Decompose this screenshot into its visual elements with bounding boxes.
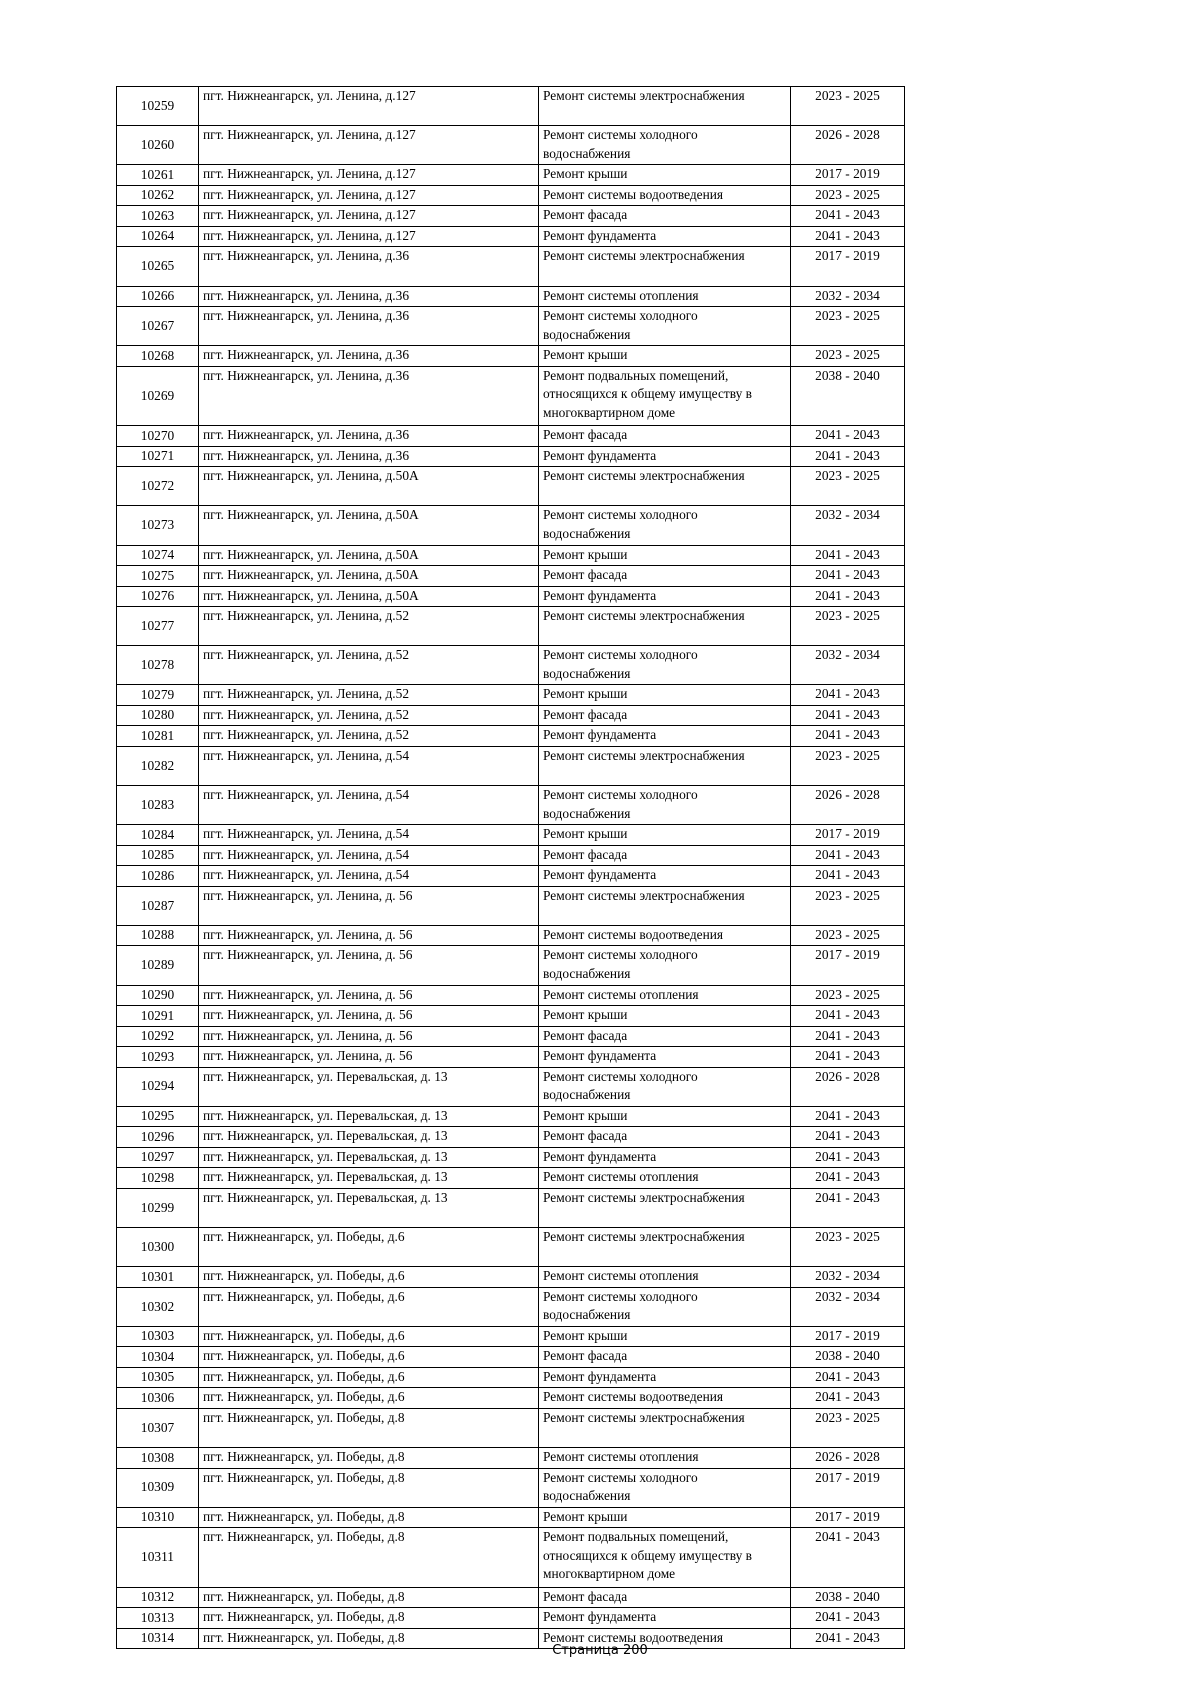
row-period-cell: 2032 - 2034	[791, 506, 905, 545]
row-work-type-cell: Ремонт системы холодного водоснабжения	[539, 786, 791, 825]
table-row	[117, 1608, 905, 1629]
page-number: Страница 200	[552, 1643, 648, 1658]
row-work-type-cell: Ремонт фасада	[539, 426, 791, 447]
row-work-type-cell: Ремонт фундамента	[539, 1367, 791, 1388]
table-row	[117, 825, 905, 846]
table-row	[117, 946, 905, 985]
row-id-cell: 10279	[117, 685, 199, 706]
table-row	[117, 985, 905, 1006]
row-work-type-cell: Ремонт фасада	[539, 1127, 791, 1148]
row-address-cell: пгт. Нижнеангарск, ул. Ленина, д.36	[199, 426, 539, 447]
row-work-type-cell: Ремонт крыши	[539, 165, 791, 186]
row-address-cell: пгт. Нижнеангарск, ул. Перевальская, д. 13	[199, 1147, 539, 1168]
row-address-cell: пгт. Нижнеангарск, ул. Ленина, д. 56	[199, 1047, 539, 1068]
row-id-cell: 10282	[117, 746, 199, 785]
document-table-container	[116, 86, 905, 1649]
row-period-cell: 2041 - 2043	[791, 226, 905, 247]
row-address-cell: пгт. Нижнеангарск, ул. Ленина, д.36	[199, 366, 539, 425]
row-work-type-cell: Ремонт системы водоотведения	[539, 925, 791, 946]
row-address-cell: пгт. Нижнеангарск, ул. Ленина, д. 56	[199, 886, 539, 925]
row-address-cell: пгт. Нижнеангарск, ул. Перевальская, д. 13	[199, 1106, 539, 1127]
row-period-cell: 2026 - 2028	[791, 126, 905, 165]
row-period-cell: 2023 - 2025	[791, 886, 905, 925]
table-row	[117, 685, 905, 706]
row-id-cell: 10277	[117, 607, 199, 646]
row-id-cell: 10287	[117, 886, 199, 925]
row-work-type-cell: Ремонт системы электроснабжения	[539, 746, 791, 785]
row-work-type-cell: Ремонт системы водоотведения	[539, 1628, 791, 1649]
row-work-type-cell: Ремонт подвальных помещений, относящихся к общему имуществу в многоквартирном доме	[539, 1528, 791, 1587]
row-period-cell: 2041 - 2043	[791, 1026, 905, 1047]
row-address-cell: пгт. Нижнеангарск, ул. Победы, д.6	[199, 1367, 539, 1388]
table-row	[117, 925, 905, 946]
row-work-type-cell: Ремонт крыши	[539, 1006, 791, 1027]
row-period-cell: 2041 - 2043	[791, 586, 905, 607]
row-id-cell: 10261	[117, 165, 199, 186]
row-id-cell: 10297	[117, 1147, 199, 1168]
row-work-type-cell: Ремонт фасада	[539, 1347, 791, 1368]
row-period-cell: 2038 - 2040	[791, 1587, 905, 1608]
row-address-cell: пгт. Нижнеангарск, ул. Победы, д.8	[199, 1408, 539, 1447]
row-work-type-cell: Ремонт системы электроснабжения	[539, 1228, 791, 1267]
row-work-type-cell: Ремонт системы электроснабжения	[539, 247, 791, 286]
row-address-cell: пгт. Нижнеангарск, ул. Ленина, д.54	[199, 866, 539, 887]
table-row	[117, 185, 905, 206]
row-work-type-cell: Ремонт фундамента	[539, 1047, 791, 1068]
row-work-type-cell: Ремонт крыши	[539, 1106, 791, 1127]
table-row	[117, 506, 905, 545]
row-period-cell: 2023 - 2025	[791, 925, 905, 946]
row-id-cell: 10274	[117, 545, 199, 566]
row-id-cell: 10308	[117, 1448, 199, 1469]
row-id-cell: 10309	[117, 1468, 199, 1507]
row-work-type-cell: Ремонт системы электроснабжения	[539, 607, 791, 646]
row-period-cell: 2017 - 2019	[791, 946, 905, 985]
row-address-cell: пгт. Нижнеангарск, ул. Ленина, д.127	[199, 185, 539, 206]
row-id-cell: 10305	[117, 1367, 199, 1388]
table-row	[117, 1267, 905, 1288]
row-period-cell: 2038 - 2040	[791, 1347, 905, 1368]
row-id-cell: 10288	[117, 925, 199, 946]
row-work-type-cell: Ремонт крыши	[539, 1326, 791, 1347]
row-work-type-cell: Ремонт крыши	[539, 685, 791, 706]
row-id-cell: 10283	[117, 786, 199, 825]
row-work-type-cell: Ремонт системы холодного водоснабжения	[539, 506, 791, 545]
row-period-cell: 2023 - 2025	[791, 467, 905, 506]
row-period-cell: 2041 - 2043	[791, 1047, 905, 1068]
row-work-type-cell: Ремонт системы отопления	[539, 985, 791, 1006]
table-row	[117, 206, 905, 227]
table-row	[117, 1587, 905, 1608]
row-address-cell: пгт. Нижнеангарск, ул. Ленина, д.50А	[199, 586, 539, 607]
row-work-type-cell: Ремонт системы холодного водоснабжения	[539, 126, 791, 165]
table-row	[117, 566, 905, 587]
row-period-cell: 2032 - 2034	[791, 1287, 905, 1326]
row-work-type-cell: Ремонт подвальных помещений, относящихся к общему имуществу в многоквартирном доме	[539, 366, 791, 425]
row-id-cell: 10281	[117, 726, 199, 747]
row-id-cell: 10260	[117, 126, 199, 165]
row-address-cell: пгт. Нижнеангарск, ул. Ленина, д.54	[199, 786, 539, 825]
row-address-cell: пгт. Нижнеангарск, ул. Ленина, д.127	[199, 226, 539, 247]
table-row	[117, 1367, 905, 1388]
table-row	[117, 1106, 905, 1127]
row-address-cell: пгт. Нижнеангарск, ул. Ленина, д.50А	[199, 566, 539, 587]
table-row	[117, 446, 905, 467]
row-address-cell: пгт. Нижнеангарск, ул. Ленина, д. 56	[199, 1026, 539, 1047]
table-row	[117, 165, 905, 186]
row-period-cell: 2023 - 2025	[791, 985, 905, 1006]
row-id-cell: 10266	[117, 286, 199, 307]
table-row	[117, 786, 905, 825]
row-address-cell: пгт. Нижнеангарск, ул. Ленина, д.52	[199, 726, 539, 747]
row-period-cell: 2038 - 2040	[791, 366, 905, 425]
row-id-cell: 10284	[117, 825, 199, 846]
row-address-cell: пгт. Нижнеангарск, ул. Победы, д.8	[199, 1628, 539, 1649]
row-address-cell: пгт. Нижнеангарск, ул. Победы, д.6	[199, 1228, 539, 1267]
table-row	[117, 426, 905, 447]
row-id-cell: 10263	[117, 206, 199, 227]
row-address-cell: пгт. Нижнеангарск, ул. Ленина, д.54	[199, 746, 539, 785]
row-id-cell: 10306	[117, 1388, 199, 1409]
row-id-cell: 10259	[117, 87, 199, 126]
table-row	[117, 467, 905, 506]
row-work-type-cell: Ремонт крыши	[539, 545, 791, 566]
table-row	[117, 705, 905, 726]
row-period-cell: 2023 - 2025	[791, 185, 905, 206]
table-row	[117, 1388, 905, 1409]
table-row	[117, 366, 905, 425]
table-row	[117, 646, 905, 685]
row-period-cell: 2026 - 2028	[791, 1448, 905, 1469]
row-id-cell: 10268	[117, 346, 199, 367]
row-period-cell: 2041 - 2043	[791, 705, 905, 726]
row-id-cell: 10273	[117, 506, 199, 545]
row-id-cell: 10313	[117, 1608, 199, 1629]
row-address-cell: пгт. Нижнеангарск, ул. Ленина, д.36	[199, 307, 539, 346]
row-id-cell: 10304	[117, 1347, 199, 1368]
table-row	[117, 247, 905, 286]
row-period-cell: 2023 - 2025	[791, 1228, 905, 1267]
row-period-cell: 2041 - 2043	[791, 1127, 905, 1148]
table-row	[117, 1326, 905, 1347]
table-row	[117, 1347, 905, 1368]
table-row	[117, 1006, 905, 1027]
table-row	[117, 1067, 905, 1106]
row-period-cell: 2041 - 2043	[791, 685, 905, 706]
row-work-type-cell: Ремонт системы электроснабжения	[539, 87, 791, 126]
row-work-type-cell: Ремонт системы холодного водоснабжения	[539, 1067, 791, 1106]
row-id-cell: 10289	[117, 946, 199, 985]
row-work-type-cell: Ремонт системы электроснабжения	[539, 1188, 791, 1227]
row-work-type-cell: Ремонт фундамента	[539, 1608, 791, 1629]
row-id-cell: 10314	[117, 1628, 199, 1649]
row-period-cell: 2017 - 2019	[791, 1468, 905, 1507]
row-period-cell: 2041 - 2043	[791, 845, 905, 866]
row-address-cell: пгт. Нижнеангарск, ул. Ленина, д. 56	[199, 946, 539, 985]
row-work-type-cell: Ремонт крыши	[539, 1507, 791, 1528]
row-period-cell: 2041 - 2043	[791, 1006, 905, 1027]
row-work-type-cell: Ремонт системы отопления	[539, 1267, 791, 1288]
row-id-cell: 10270	[117, 426, 199, 447]
row-period-cell: 2017 - 2019	[791, 825, 905, 846]
row-address-cell: пгт. Нижнеангарск, ул. Перевальская, д. 13	[199, 1188, 539, 1227]
row-period-cell: 2017 - 2019	[791, 165, 905, 186]
row-period-cell: 2041 - 2043	[791, 1367, 905, 1388]
row-period-cell: 2041 - 2043	[791, 1168, 905, 1189]
table-row	[117, 286, 905, 307]
table-row	[117, 1468, 905, 1507]
row-address-cell: пгт. Нижнеангарск, ул. Ленина, д. 56	[199, 925, 539, 946]
table-row	[117, 1147, 905, 1168]
row-address-cell: пгт. Нижнеангарск, ул. Ленина, д.50А	[199, 467, 539, 506]
row-id-cell: 10301	[117, 1267, 199, 1288]
row-id-cell: 10303	[117, 1326, 199, 1347]
table-row	[117, 1528, 905, 1587]
table-row	[117, 87, 905, 126]
table-row	[117, 845, 905, 866]
row-id-cell: 10312	[117, 1587, 199, 1608]
row-address-cell: пгт. Нижнеангарск, ул. Ленина, д.36	[199, 286, 539, 307]
row-period-cell: 2026 - 2028	[791, 1067, 905, 1106]
row-id-cell: 10310	[117, 1507, 199, 1528]
row-period-cell: 2023 - 2025	[791, 607, 905, 646]
row-work-type-cell: Ремонт системы отопления	[539, 1168, 791, 1189]
row-address-cell: пгт. Нижнеангарск, ул. Перевальская, д. 13	[199, 1127, 539, 1148]
table-row	[117, 607, 905, 646]
row-id-cell: 10290	[117, 985, 199, 1006]
row-work-type-cell: Ремонт системы электроснабжения	[539, 467, 791, 506]
table-row	[117, 886, 905, 925]
row-work-type-cell: Ремонт фундамента	[539, 446, 791, 467]
table-row	[117, 1287, 905, 1326]
row-work-type-cell: Ремонт фундамента	[539, 866, 791, 887]
table-row	[117, 1228, 905, 1267]
row-id-cell: 10300	[117, 1228, 199, 1267]
row-address-cell: пгт. Нижнеангарск, ул. Ленина, д.127	[199, 206, 539, 227]
row-work-type-cell: Ремонт фасада	[539, 1026, 791, 1047]
row-id-cell: 10292	[117, 1026, 199, 1047]
row-period-cell: 2041 - 2043	[791, 1147, 905, 1168]
table-row	[117, 1168, 905, 1189]
row-period-cell: 2032 - 2034	[791, 646, 905, 685]
row-address-cell: пгт. Нижнеангарск, ул. Победы, д.8	[199, 1608, 539, 1629]
row-address-cell: пгт. Нижнеангарск, ул. Ленина, д.54	[199, 845, 539, 866]
row-address-cell: пгт. Нижнеангарск, ул. Ленина, д.36	[199, 446, 539, 467]
row-address-cell: пгт. Нижнеангарск, ул. Перевальская, д. 13	[199, 1067, 539, 1106]
table-row	[117, 1127, 905, 1148]
row-period-cell: 2026 - 2028	[791, 786, 905, 825]
row-address-cell: пгт. Нижнеангарск, ул. Ленина, д.127	[199, 87, 539, 126]
row-id-cell: 10302	[117, 1287, 199, 1326]
row-work-type-cell: Ремонт системы электроснабжения	[539, 886, 791, 925]
row-address-cell: пгт. Нижнеангарск, ул. Ленина, д.36	[199, 346, 539, 367]
row-address-cell: пгт. Нижнеангарск, ул. Ленина, д.54	[199, 825, 539, 846]
row-address-cell: пгт. Нижнеангарск, ул. Победы, д.6	[199, 1347, 539, 1368]
table-row	[117, 586, 905, 607]
row-address-cell: пгт. Нижнеангарск, ул. Перевальская, д. 13	[199, 1168, 539, 1189]
row-period-cell: 2017 - 2019	[791, 1507, 905, 1528]
row-period-cell: 2023 - 2025	[791, 87, 905, 126]
row-work-type-cell: Ремонт системы холодного водоснабжения	[539, 646, 791, 685]
row-address-cell: пгт. Нижнеангарск, ул. Победы, д.8	[199, 1448, 539, 1469]
row-work-type-cell: Ремонт фундамента	[539, 1147, 791, 1168]
repair-schedule-table	[116, 86, 905, 1649]
row-id-cell: 10311	[117, 1528, 199, 1587]
row-id-cell: 10269	[117, 366, 199, 425]
row-address-cell: пгт. Нижнеангарск, ул. Ленина, д. 56	[199, 985, 539, 1006]
row-id-cell: 10265	[117, 247, 199, 286]
row-work-type-cell: Ремонт фундамента	[539, 226, 791, 247]
table-row	[117, 126, 905, 165]
row-period-cell: 2017 - 2019	[791, 1326, 905, 1347]
table-row	[117, 1507, 905, 1528]
row-period-cell: 2041 - 2043	[791, 1388, 905, 1409]
row-period-cell: 2041 - 2043	[791, 1628, 905, 1649]
row-id-cell: 10280	[117, 705, 199, 726]
row-address-cell: пгт. Нижнеангарск, ул. Ленина, д.127	[199, 126, 539, 165]
row-id-cell: 10272	[117, 467, 199, 506]
table-row	[117, 1188, 905, 1227]
row-period-cell: 2041 - 2043	[791, 1528, 905, 1587]
row-id-cell: 10307	[117, 1408, 199, 1447]
row-period-cell: 2023 - 2025	[791, 307, 905, 346]
table-row	[117, 226, 905, 247]
row-period-cell: 2041 - 2043	[791, 1608, 905, 1629]
row-work-type-cell: Ремонт системы холодного водоснабжения	[539, 307, 791, 346]
row-work-type-cell: Ремонт крыши	[539, 346, 791, 367]
table-row	[117, 1408, 905, 1447]
row-address-cell: пгт. Нижнеангарск, ул. Победы, д.6	[199, 1388, 539, 1409]
table-row	[117, 746, 905, 785]
row-address-cell: пгт. Нижнеангарск, ул. Победы, д.8	[199, 1468, 539, 1507]
row-work-type-cell: Ремонт системы отопления	[539, 286, 791, 307]
row-period-cell: 2041 - 2043	[791, 446, 905, 467]
row-work-type-cell: Ремонт системы водоотведения	[539, 185, 791, 206]
table-row	[117, 726, 905, 747]
table-row	[117, 1047, 905, 1068]
row-work-type-cell: Ремонт фундамента	[539, 726, 791, 747]
row-id-cell: 10298	[117, 1168, 199, 1189]
row-address-cell: пгт. Нижнеангарск, ул. Ленина, д.50А	[199, 506, 539, 545]
row-id-cell: 10296	[117, 1127, 199, 1148]
row-id-cell: 10267	[117, 307, 199, 346]
row-id-cell: 10264	[117, 226, 199, 247]
row-address-cell: пгт. Нижнеангарск, ул. Ленина, д. 56	[199, 1006, 539, 1027]
row-period-cell: 2041 - 2043	[791, 866, 905, 887]
row-id-cell: 10262	[117, 185, 199, 206]
row-period-cell: 2041 - 2043	[791, 426, 905, 447]
row-work-type-cell: Ремонт системы отопления	[539, 1448, 791, 1469]
row-id-cell: 10293	[117, 1047, 199, 1068]
row-address-cell: пгт. Нижнеангарск, ул. Победы, д.8	[199, 1587, 539, 1608]
row-id-cell: 10295	[117, 1106, 199, 1127]
table-row	[117, 866, 905, 887]
table-row	[117, 307, 905, 346]
row-address-cell: пгт. Нижнеангарск, ул. Ленина, д.50А	[199, 545, 539, 566]
row-period-cell: 2041 - 2043	[791, 566, 905, 587]
row-work-type-cell: Ремонт фасада	[539, 1587, 791, 1608]
row-period-cell: 2032 - 2034	[791, 1267, 905, 1288]
row-id-cell: 10271	[117, 446, 199, 467]
row-period-cell: 2041 - 2043	[791, 1106, 905, 1127]
row-address-cell: пгт. Нижнеангарск, ул. Победы, д.8	[199, 1528, 539, 1587]
row-id-cell: 10276	[117, 586, 199, 607]
row-id-cell: 10286	[117, 866, 199, 887]
row-address-cell: пгт. Нижнеангарск, ул. Победы, д.6	[199, 1287, 539, 1326]
row-address-cell: пгт. Нижнеангарск, ул. Ленина, д.52	[199, 705, 539, 726]
row-work-type-cell: Ремонт системы холодного водоснабжения	[539, 1468, 791, 1507]
row-period-cell: 2023 - 2025	[791, 746, 905, 785]
row-work-type-cell: Ремонт фундамента	[539, 586, 791, 607]
row-work-type-cell: Ремонт крыши	[539, 825, 791, 846]
row-period-cell: 2041 - 2043	[791, 206, 905, 227]
row-address-cell: пгт. Нижнеангарск, ул. Ленина, д.127	[199, 165, 539, 186]
row-work-type-cell: Ремонт фасада	[539, 566, 791, 587]
row-id-cell: 10278	[117, 646, 199, 685]
row-work-type-cell: Ремонт фасада	[539, 206, 791, 227]
row-period-cell: 2017 - 2019	[791, 247, 905, 286]
row-work-type-cell: Ремонт системы холодного водоснабжения	[539, 1287, 791, 1326]
row-work-type-cell: Ремонт фасада	[539, 705, 791, 726]
row-address-cell: пгт. Нижнеангарск, ул. Победы, д.8	[199, 1507, 539, 1528]
row-address-cell: пгт. Нижнеангарск, ул. Ленина, д.52	[199, 646, 539, 685]
row-work-type-cell: Ремонт системы водоотведения	[539, 1388, 791, 1409]
row-address-cell: пгт. Нижнеангарск, ул. Ленина, д.36	[199, 247, 539, 286]
table-row	[117, 1448, 905, 1469]
row-id-cell: 10299	[117, 1188, 199, 1227]
row-period-cell: 2041 - 2043	[791, 1188, 905, 1227]
row-id-cell: 10285	[117, 845, 199, 866]
table-row	[117, 346, 905, 367]
row-period-cell: 2041 - 2043	[791, 726, 905, 747]
row-address-cell: пгт. Нижнеангарск, ул. Победы, д.6	[199, 1267, 539, 1288]
row-id-cell: 10291	[117, 1006, 199, 1027]
row-work-type-cell: Ремонт системы электроснабжения	[539, 1408, 791, 1447]
row-period-cell: 2023 - 2025	[791, 346, 905, 367]
row-work-type-cell: Ремонт фасада	[539, 845, 791, 866]
table-body	[117, 87, 905, 1649]
row-period-cell: 2032 - 2034	[791, 286, 905, 307]
row-id-cell: 10275	[117, 566, 199, 587]
row-address-cell: пгт. Нижнеангарск, ул. Ленина, д.52	[199, 607, 539, 646]
row-address-cell: пгт. Нижнеангарск, ул. Ленина, д.52	[199, 685, 539, 706]
row-work-type-cell: Ремонт системы холодного водоснабжения	[539, 946, 791, 985]
row-address-cell: пгт. Нижнеангарск, ул. Победы, д.6	[199, 1326, 539, 1347]
row-period-cell: 2023 - 2025	[791, 1408, 905, 1447]
table-row	[117, 545, 905, 566]
row-period-cell: 2041 - 2043	[791, 545, 905, 566]
row-id-cell: 10294	[117, 1067, 199, 1106]
table-row	[117, 1026, 905, 1047]
